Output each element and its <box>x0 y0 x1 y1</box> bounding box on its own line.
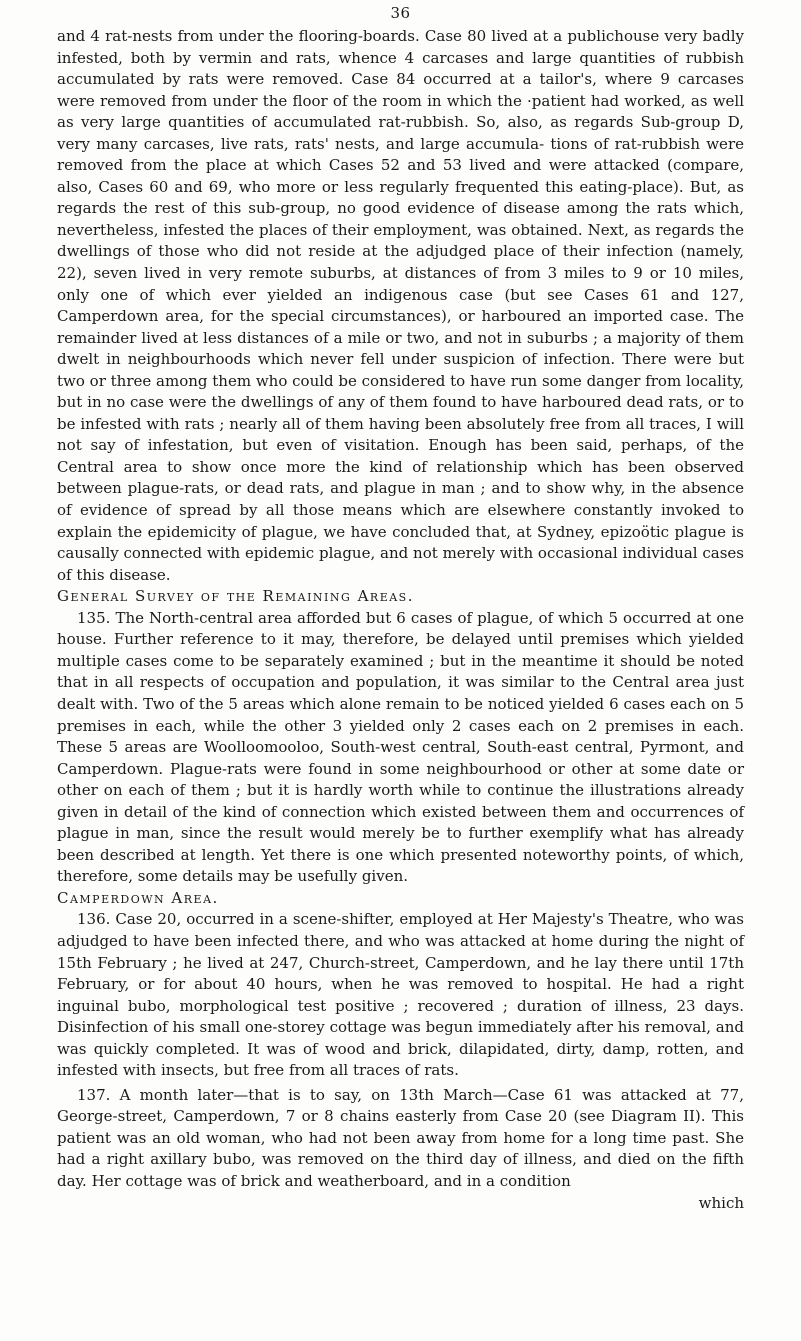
paragraph-continuation: and 4 rat-nests from under the flooring-boards. Case 80 lived at a publichouse very badly infested, both by vermin and rats, whence 4 carcases and large quantities of rubbish accumulated by rats were removed. Case 84 occurred at a tailor's, where 9 carcases were removed from under the floor of the room in which the ·patient had worked, as well as very large quantities of accumulated rat-rubbish. So, also, as regards Sub-group D, very many carcases, live rats, rats' nests, and large accumula- tions of rat-rubbish were removed from the place at which Cases 52 and 53 lived and were attacked (compare, also, Cases 60 and 69, who more or less regularly frequented this eating-place). But, as regards the rest of this sub-group, no good evidence of disease among the rats which, nevertheless, infested the places of their employment, was obtained. Next, as regards the dwellings of those who did not reside at the adjudged place of their infection (namely, 22), seven lived in very remote suburbs, at distances of from 3 miles to 9 or 10 miles, only one of which ever yielded an indigenous case (but see Cases 61 and 127, Camperdown area, for the special circumstances), or harboured an imported case. The remainder lived at less distances of a mile or two, and not in suburbs ; a majority of them dwelt in neighbourhoods which never fell under suspicion of infection. There were but two or three among them who could be considered to have run some danger from locality, but in no case were the dwellings of any of them found to have harboured dead rats, or to be infested with rats ; nearly all of them having been absolutely free from all traces, I will not say of infestation, but even of visitation. Enough has been said, perhaps, of the Central area to show once more the kind of relationship which has been observed between plague-rats, or dead rats, and plague in man ; and to show why, in the absence of evidence of spread by all those means which are elsewhere constantly invoked to explain the epidemicity of plague, we have concluded that, at Sydney, epizoötic plague is causally connected with epidemic plague, and not merely with occasional individual cases of this disease. <box>57 27 744 584</box>
page-number: 36 <box>390 4 411 22</box>
section-heading-general-survey: General Survey of the Remaining Areas. <box>57 587 414 606</box>
paragraph-135: 135. The North-central area afforded but 6 cases of plague, of which 5 occurred at one house. Further reference to it may, therefore, be delayed until premises which yielded multiple cases come to be separately examined ; but in the meantime it should be noted that in all respects of occupation and population, it was similar to the Central area just dealt with. Two of the 5 areas which alone remain to be noticed yielded 6 cases each on 5 premises in each, while the other 3 yielded only 2 cases each on 2 premises in each. These 5 areas are Woolloomooloo, South-west central, South-east central, Pyrmont, and Camperdown. Plague-rats were found in some neighbourhood or other at some date or other on each of them ; but it is hardly worth while to continue the illustrations already given in detail of the kind of connection which existed between them and occurrences of plague in man, since the result would merely be to further exemplify what has already been described at length. Yet there is one which presented noteworthy points, of which, therefore, some details may be usefully given. <box>57 608 744 886</box>
paragraph-136: 136. Case 20, occurred in a scene-shifter, employed at Her Majesty's Theatre, who was adjudged to have been infected there, and who was attacked at home during the night of 15th February ; he lived at 247, Church-street, Camperdown, and he lay there until 17th February, or for about 40 hours, when he was removed to hospital. He had a right inguinal bubo, morphological test positive ; recovered ; duration of illness, 23 days. Disinfection of his small one-storey cottage was begun immediately after his removal, and was quickly completed. It was of wood and brick, dilapidated, dirty, damp, rotten, and infested with insects, but free from all traces of rats. <box>57 910 744 1080</box>
body-text <box>57 26 744 1214</box>
paragraph-137-end: which <box>698 1193 744 1212</box>
section-heading-camperdown: Camperdown Area. <box>57 888 219 907</box>
paragraph-137: 137. A month later—that is to say, on 13th March—Case 61 was attacked at 77, George-street, Camperdown, 7 or 8 chains easterly from Case 20 (see Diagram II). This patient was an old woman, who had not been away from home for a long time past. She had a right axillary bubo, was removed on the third day of illness, and died on the fifth day. Her cottage was of brick and weatherboard, and in a condition <box>57 1085 744 1190</box>
